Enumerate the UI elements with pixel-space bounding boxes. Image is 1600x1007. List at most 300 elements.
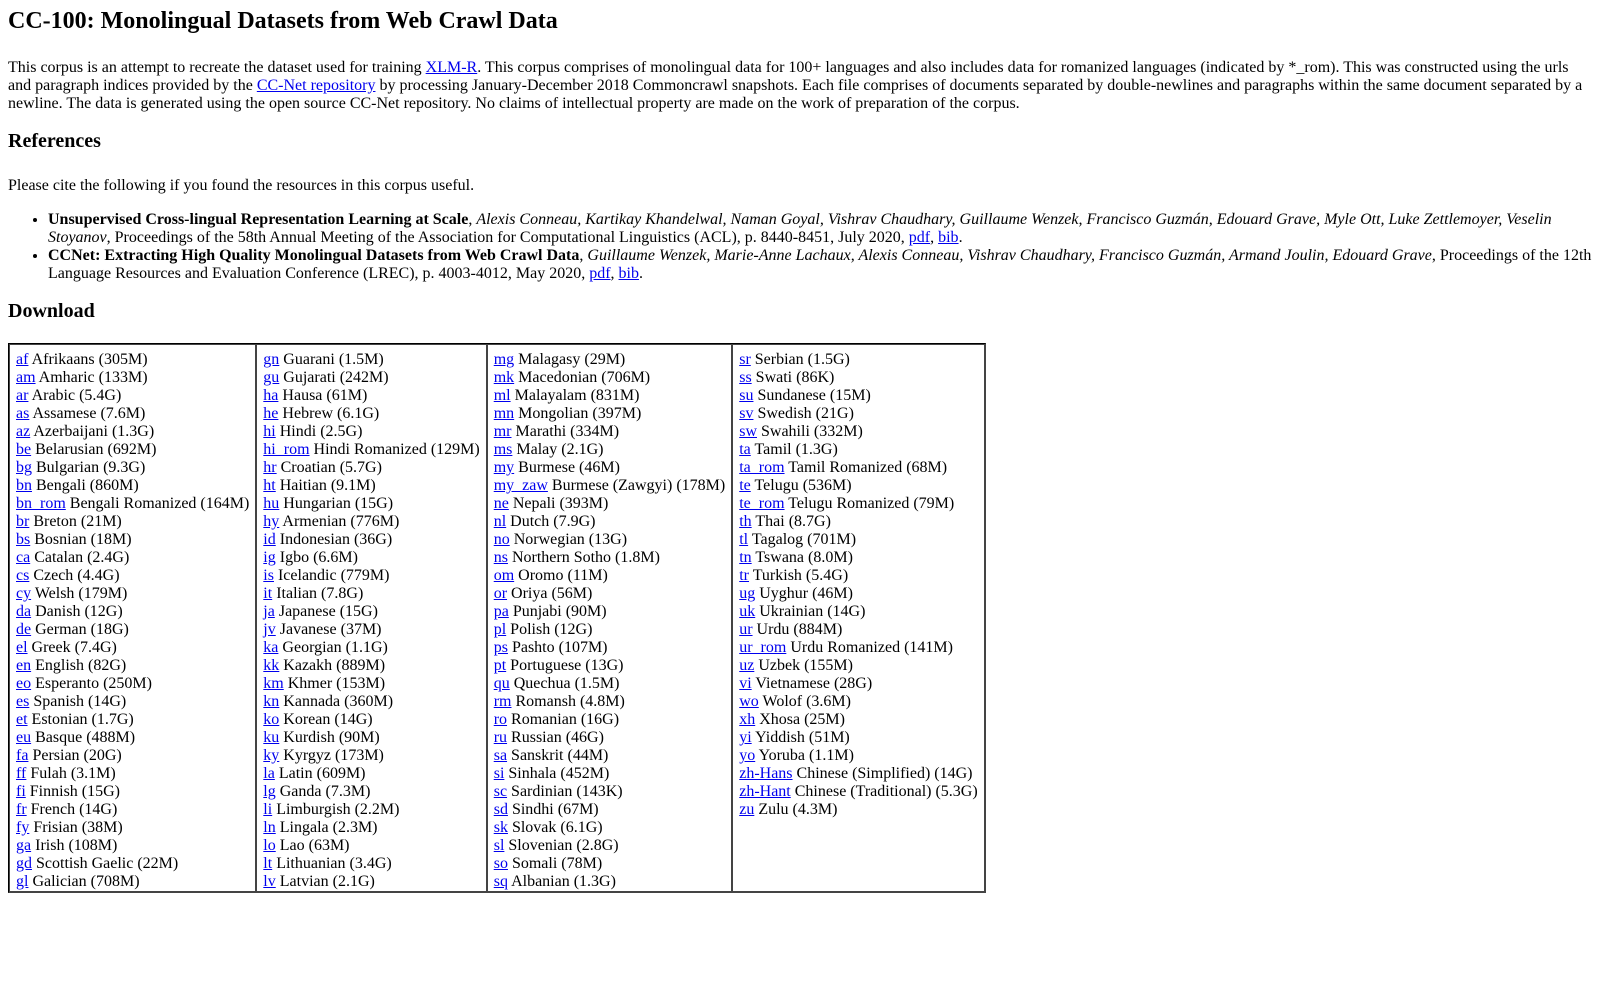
language-download-link[interactable]: bn: [16, 477, 32, 494]
language-entry: [263, 837, 479, 855]
language-entry: [263, 639, 479, 657]
language-download-link[interactable]: ku: [263, 729, 280, 746]
language-download-link[interactable]: zh-Hant: [739, 783, 791, 800]
language-name: Turkish (5.4G): [752, 567, 849, 584]
language-name: Russian (46G): [511, 729, 604, 746]
language-entry: [263, 369, 479, 387]
language-download-link[interactable]: it: [263, 585, 273, 602]
language-name: French (14G): [30, 801, 118, 818]
language-entry: [494, 423, 726, 441]
language-download-link[interactable]: cs: [16, 567, 30, 584]
language-download-link[interactable]: so: [493, 855, 508, 872]
language-download-link[interactable]: ig: [263, 549, 276, 566]
language-download-link[interactable]: id: [263, 531, 276, 548]
language-name: Xhosa (25M): [759, 711, 845, 728]
language-name: Limburgish (2.2M): [276, 801, 400, 818]
language-name: Norwegian (13G): [513, 531, 628, 548]
language-download-link[interactable]: tr: [739, 567, 749, 584]
language-entry: [494, 693, 726, 711]
language-entry: [494, 747, 726, 765]
language-download-link[interactable]: bs: [16, 531, 31, 548]
language-entry: [739, 513, 977, 531]
language-download-link[interactable]: zu: [739, 801, 755, 818]
language-name: Chinese (Simplified) (14G): [796, 765, 973, 782]
language-entry: [16, 531, 249, 549]
language-name: Burmese (46M): [518, 459, 620, 476]
language-name: Hindi (2.5G): [279, 423, 363, 440]
language-name: Scottish Gaelic (22M): [36, 855, 179, 872]
language-download-link[interactable]: ml: [493, 387, 511, 404]
page: [0, 7, 1600, 893]
language-download-link[interactable]: hr: [263, 459, 277, 476]
language-name: Azerbaijani (1.3G): [33, 423, 155, 440]
language-download-link[interactable]: fa: [16, 747, 29, 764]
language-download-link[interactable]: wo: [739, 693, 759, 710]
language-entry: [494, 387, 726, 405]
language-entry: [739, 459, 977, 477]
ccnet-repository-link[interactable]: CC-Net repository: [256, 77, 376, 94]
page-title: CC-100: Monolingual Datasets from Web Crawl Data: [8, 8, 558, 34]
language-download-link[interactable]: as: [16, 405, 30, 422]
language-name: Japanese (15G): [278, 603, 378, 620]
language-name: Somali (78M): [511, 855, 603, 872]
language-download-link[interactable]: br: [16, 513, 30, 530]
language-name: Danish (12G): [35, 603, 123, 620]
language-download-link[interactable]: lt: [263, 855, 273, 872]
language-name: Vietnamese (28G): [755, 675, 873, 692]
language-name: Oromo (11M): [518, 567, 608, 584]
language-entry: [494, 657, 726, 675]
language-name: Spanish (14G): [33, 693, 127, 710]
language-entry: [263, 531, 479, 549]
language-entry: [16, 549, 249, 567]
language-entry: [263, 549, 479, 567]
language-name: Latvian (2.1G): [279, 873, 375, 890]
language-entry: [16, 819, 249, 837]
language-entry: [494, 729, 726, 747]
language-entry: [494, 819, 726, 837]
language-entry: [494, 567, 726, 585]
language-download-link[interactable]: mn: [493, 405, 515, 422]
language-name: Telugu Romanized (79M): [788, 495, 955, 512]
language-name: Kurdish (90M): [283, 729, 380, 746]
language-name: Fulah (3.1M): [30, 765, 116, 782]
language-entry: [494, 603, 726, 621]
language-entry: [16, 729, 249, 747]
language-name: Sinhala (452M): [508, 765, 610, 782]
language-download-link[interactable]: te: [739, 477, 751, 494]
language-download-link[interactable]: ar: [16, 387, 29, 404]
language-download-link[interactable]: km: [263, 675, 284, 692]
language-download-link[interactable]: et: [16, 711, 28, 728]
language-entry: [494, 675, 726, 693]
language-download-link[interactable]: gn: [263, 351, 280, 368]
language-download-link[interactable]: lo: [263, 837, 276, 854]
language-name: Wolof (3.6M): [762, 693, 851, 710]
language-download-link[interactable]: jv: [263, 621, 276, 638]
language-download-link[interactable]: ht: [263, 477, 276, 494]
language-name: Korean (14G): [283, 711, 373, 728]
language-entry: [263, 567, 479, 585]
language-entry: [494, 459, 726, 477]
language-entry: [494, 711, 726, 729]
language-download-link[interactable]: sd: [493, 801, 508, 818]
language-download-link[interactable]: ne: [493, 495, 509, 512]
language-download-link[interactable]: ca: [16, 549, 31, 566]
language-name: Malayalam (831M): [514, 387, 640, 404]
language-download-link[interactable]: ur: [739, 621, 753, 638]
language-name: Romansh (4.8M): [515, 693, 625, 710]
intro-text-3: by processing January-December 2018 Commoncrawl snapshots. Each file comprises of documents separated by double-newlines and paragraphs within the same document separated by a newline. The data is generated using the open source CC-Net repository. No claims of intellectual property are made on the work of preparation of the corpus.: [8, 77, 1583, 112]
language-download-link[interactable]: uk: [739, 603, 756, 620]
language-download-link[interactable]: ha: [263, 387, 279, 404]
language-download-link[interactable]: th: [739, 513, 752, 530]
language-download-link[interactable]: gl: [16, 873, 29, 890]
language-name: Assamese (7.6M): [32, 405, 146, 422]
language-entry: [16, 423, 249, 441]
language-name: Persian (20G): [32, 747, 122, 764]
language-name: Guarani (1.5M): [283, 351, 384, 368]
language-download-link[interactable]: am: [16, 369, 36, 386]
language-name: Urdu (884M): [756, 621, 843, 638]
language-name: Uzbek (155M): [758, 657, 853, 674]
language-download-link[interactable]: gu: [263, 369, 280, 386]
intro-paragraph: [8, 59, 1592, 113]
language-name: Tswana (8.0M): [755, 549, 853, 566]
language-entry: [739, 405, 977, 423]
language-name: Croatian (5.7G): [280, 459, 382, 476]
language-entry: [739, 783, 977, 801]
language-download-link[interactable]: ln: [263, 819, 276, 836]
language-download-link[interactable]: kn: [263, 693, 280, 710]
language-download-link[interactable]: da: [16, 603, 32, 620]
reference-pdf-link[interactable]: pdf: [908, 229, 931, 246]
language-download-link[interactable]: mr: [493, 423, 512, 440]
language-name: Albanian (1.3G): [511, 873, 616, 890]
language-download-link[interactable]: he: [263, 405, 279, 422]
language-download-link[interactable]: eu: [16, 729, 32, 746]
language-download-link[interactable]: ur_rom: [739, 639, 787, 656]
language-download-link[interactable]: li: [263, 801, 273, 818]
language-entry: [263, 585, 479, 603]
language-name: Yiddish (51M): [755, 729, 850, 746]
language-download-link[interactable]: no: [493, 531, 510, 548]
language-name: Hausa (61M): [282, 387, 368, 404]
language-entry: [739, 675, 977, 693]
language-download-link[interactable]: tl: [739, 531, 749, 548]
language-download-link[interactable]: af: [16, 351, 29, 368]
language-name: Amharic (133M): [38, 369, 148, 386]
language-name: Dutch (7.9G): [510, 513, 596, 530]
language-download-link[interactable]: ss: [739, 369, 752, 386]
language-download-link[interactable]: ka: [263, 639, 279, 656]
language-entry: [739, 549, 977, 567]
language-download-link[interactable]: bn_rom: [16, 495, 66, 512]
language-download-link[interactable]: be: [16, 441, 32, 458]
language-download-link[interactable]: sl: [493, 837, 505, 854]
language-entry: [16, 459, 249, 477]
language-name: Armenian (776M): [282, 513, 400, 530]
language-download-link[interactable]: pt: [493, 657, 507, 674]
language-download-link[interactable]: su: [739, 387, 754, 404]
language-download-link[interactable]: zh-Hans: [739, 765, 793, 782]
language-entry: [263, 405, 479, 423]
reference-bib-link[interactable]: bib: [938, 229, 959, 246]
language-download-link[interactable]: mg: [493, 351, 515, 368]
language-entry: [263, 459, 479, 477]
language-name: Chinese (Traditional) (5.3G): [794, 783, 978, 800]
language-entry: [739, 747, 977, 765]
language-entry: [263, 729, 479, 747]
language-download-link[interactable]: si: [493, 765, 505, 782]
language-entry: [263, 351, 479, 369]
language-entry: [16, 513, 249, 531]
language-download-link[interactable]: lg: [263, 783, 276, 800]
language-entry: [739, 657, 977, 675]
language-name: Mongolian (397M): [518, 405, 642, 422]
language-download-link[interactable]: ug: [739, 585, 756, 602]
language-name: Malay (2.1G): [516, 441, 604, 458]
language-download-link[interactable]: la: [263, 765, 275, 782]
language-download-link[interactable]: hy: [263, 513, 280, 530]
language-download-link[interactable]: mk: [493, 369, 515, 386]
language-download-link[interactable]: om: [493, 567, 515, 584]
language-download-link[interactable]: el: [16, 639, 28, 656]
xlmr-link[interactable]: XLM-R: [425, 59, 478, 76]
language-download-link[interactable]: ps: [493, 639, 508, 656]
language-entry: [16, 495, 249, 513]
language-download-link[interactable]: ga: [16, 837, 32, 854]
language-name: Quechua (1.5M): [513, 675, 620, 692]
language-download-link[interactable]: nl: [493, 513, 507, 530]
language-name: Basque (488M): [35, 729, 136, 746]
language-download-link[interactable]: az: [16, 423, 31, 440]
language-download-link[interactable]: lv: [263, 873, 276, 890]
language-name: Sundanese (15M): [757, 387, 871, 404]
language-entry: [494, 531, 726, 549]
language-name: Latin (609M): [278, 765, 366, 782]
language-entry: [739, 585, 977, 603]
language-entry: [263, 513, 479, 531]
language-download-link[interactable]: bg: [16, 459, 32, 476]
language-download-link[interactable]: sr: [739, 351, 751, 368]
language-entry: [263, 621, 479, 639]
language-download-link[interactable]: ru: [493, 729, 508, 746]
language-name: Sardinian (143K): [511, 783, 623, 800]
language-name: Zulu (4.3M): [758, 801, 838, 818]
language-download-link[interactable]: de: [16, 621, 32, 638]
language-name: Bengali (860M): [36, 477, 139, 494]
language-entry: [16, 765, 249, 783]
language-download-link[interactable]: sa: [493, 747, 508, 764]
language-name: Ganda (7.3M): [279, 783, 371, 800]
language-name: Kazakh (889M): [283, 657, 386, 674]
language-download-link[interactable]: sw: [739, 423, 757, 440]
language-download-link[interactable]: xh: [739, 711, 756, 728]
reference-item: • Unsupervised Cross-lingual Representation Learning at Scale, Alexis Conneau, Kartikay Khandelwal, Naman Goyal, Vishrav Chaudhary, Guillaume Wenzek, Francisco Guzmán, Edouard Grave, Myle Ott, Luke Zettlemoyer, Veselin Stoyanov, Proceedings of the 58th Annual Meeting of the Association for Computational Linguistics (ACL), p. 8440-8451, July 2020, pdf, bib.: [48, 211, 1592, 247]
language-name: Swedish (21G): [757, 405, 854, 422]
language-name: Swati (86K): [755, 369, 835, 386]
references-list: [8, 211, 1592, 283]
language-name: Indonesian (36G): [279, 531, 393, 548]
language-entry: [263, 855, 479, 873]
language-entry: [494, 837, 726, 855]
language-entry: [494, 513, 726, 531]
language-entry: [494, 477, 726, 495]
language-entry: [739, 387, 977, 405]
language-entry: [263, 819, 479, 837]
language-name: Macedonian (706M): [518, 369, 651, 386]
language-entry: [16, 837, 249, 855]
language-name: Serbian (1.5G): [754, 351, 850, 368]
references-heading: References: [8, 130, 101, 152]
language-entry: [263, 423, 479, 441]
language-download-link[interactable]: my_zaw: [493, 477, 548, 494]
language-name: Northern Sotho (1.8M): [511, 549, 660, 566]
language-download-link[interactable]: ms: [493, 441, 513, 458]
language-name: Gujarati (242M): [283, 369, 389, 386]
language-download-link[interactable]: te_rom: [739, 495, 785, 512]
language-download-link[interactable]: my: [493, 459, 515, 476]
language-entry: [263, 657, 479, 675]
language-entry: [263, 477, 479, 495]
language-download-link[interactable]: cy: [16, 585, 32, 602]
language-download-link[interactable]: hi: [263, 423, 276, 440]
language-download-link[interactable]: or: [493, 585, 508, 602]
reference-bib-link[interactable]: bib: [618, 265, 639, 282]
download-heading: Download: [8, 300, 95, 322]
language-entry: [16, 585, 249, 603]
reference-title: CCNet: Extracting High Quality Monolingual Datasets from Web Crawl Data: [48, 247, 580, 264]
reference-title: Unsupervised Cross-lingual Representation Learning at Scale: [48, 211, 469, 228]
language-entry: [494, 549, 726, 567]
language-entry: [739, 567, 977, 585]
language-entry: [263, 495, 479, 513]
language-name: Belarusian (692M): [35, 441, 157, 458]
language-download-link[interactable]: ky: [263, 747, 280, 764]
language-entry: [739, 729, 977, 747]
language-entry: [263, 747, 479, 765]
language-download-link[interactable]: ko: [263, 711, 280, 728]
language-download-link[interactable]: gd: [16, 855, 32, 872]
language-name: Punjabi (90M): [512, 603, 607, 620]
language-download-link[interactable]: ns: [493, 549, 508, 566]
language-entry: [16, 711, 249, 729]
language-download-link[interactable]: eo: [16, 675, 32, 692]
language-entry: [494, 801, 726, 819]
language-download-link[interactable]: pa: [493, 603, 509, 620]
language-name: Galician (708M): [32, 873, 140, 890]
language-name: Lithuanian (3.4G): [276, 855, 392, 872]
language-download-link[interactable]: ta: [739, 441, 751, 458]
language-name: Frisian (38M): [33, 819, 123, 836]
language-download-link[interactable]: ff: [16, 765, 27, 782]
download-column: [256, 344, 486, 892]
language-download-link[interactable]: fy: [16, 819, 30, 836]
language-entry: [739, 423, 977, 441]
language-download-link[interactable]: rm: [493, 693, 512, 710]
language-entry: [16, 369, 249, 387]
language-entry: [739, 711, 977, 729]
language-name: Greek (7.4G): [31, 639, 117, 656]
language-name: Bengali Romanized (164M): [69, 495, 250, 512]
language-name: Slovak (6.1G): [511, 819, 603, 836]
language-entry: [16, 801, 249, 819]
language-entry: [494, 495, 726, 513]
language-download-link[interactable]: ro: [493, 711, 508, 728]
language-download-link[interactable]: yi: [739, 729, 752, 746]
reference-venue: , Proceedings of the 58th Annual Meeting of the Association for Computational Linguistics (ACL), p. 8440-8451, July 2020,: [106, 229, 909, 246]
reference-authors: Guillaume Wenzek, Marie-Anne Lachaux, Alexis Conneau, Vishrav Chaudhary, Francisco Guzmán, Armand Joulin, Edouard Grave: [587, 247, 1432, 264]
language-name: Romanian (16G): [511, 711, 620, 728]
language-download-link[interactable]: sq: [493, 873, 508, 890]
language-entry: [739, 351, 977, 369]
language-download-link[interactable]: kk: [263, 657, 280, 674]
language-name: Oriya (56M): [511, 585, 593, 602]
language-entry: [263, 711, 479, 729]
download-column: [732, 344, 984, 892]
language-download-link[interactable]: hu: [263, 495, 280, 512]
language-download-link[interactable]: qu: [493, 675, 510, 692]
language-download-link[interactable]: fr: [16, 801, 27, 818]
language-entry: [739, 441, 977, 459]
language-download-link[interactable]: yo: [739, 747, 756, 764]
language-name: Yoruba (1.1M): [758, 747, 854, 764]
language-entry: [739, 639, 977, 657]
language-download-link[interactable]: uz: [739, 657, 755, 674]
language-name: Swahili (332M): [761, 423, 863, 440]
language-download-link[interactable]: pl: [493, 621, 507, 638]
language-entry: [263, 765, 479, 783]
language-download-link[interactable]: ja: [263, 603, 275, 620]
language-download-link[interactable]: hi_rom: [263, 441, 310, 458]
language-name: Polish (12G): [510, 621, 593, 638]
language-entry: [494, 621, 726, 639]
language-name: Malagasy (29M): [518, 351, 626, 368]
language-download-link[interactable]: en: [16, 657, 32, 674]
language-name: English (82G): [35, 657, 127, 674]
download-column: [9, 344, 256, 892]
language-entry: [16, 477, 249, 495]
language-entry: [739, 801, 977, 819]
language-entry: [16, 567, 249, 585]
language-name: Bulgarian (9.3G): [36, 459, 146, 476]
language-download-link[interactable]: is: [263, 567, 274, 584]
language-name: Thai (8.7G): [755, 513, 831, 530]
intro-text-1: This corpus is an attempt to recreate the dataset used for training: [8, 59, 426, 76]
language-entry: [263, 675, 479, 693]
language-name: Portuguese (13G): [510, 657, 624, 674]
language-entry: [263, 441, 479, 459]
language-name: Georgian (1.1G): [282, 639, 388, 656]
language-download-link[interactable]: tn: [739, 549, 752, 566]
language-download-link[interactable]: fi: [16, 783, 26, 800]
language-download-link[interactable]: sc: [493, 783, 508, 800]
cite-text: Please cite the following if you found the resources in this corpus useful.: [8, 177, 475, 194]
language-entry: [16, 783, 249, 801]
language-download-link[interactable]: es: [16, 693, 30, 710]
language-download-link[interactable]: sv: [739, 405, 754, 422]
language-name: Telugu (536M): [754, 477, 852, 494]
language-entry: [494, 783, 726, 801]
language-download-link[interactable]: sk: [493, 819, 508, 836]
download-column: [487, 344, 733, 892]
language-download-link[interactable]: ta_rom: [739, 459, 785, 476]
language-download-link[interactable]: vi: [739, 675, 752, 692]
language-entry: [263, 603, 479, 621]
reference-pdf-link[interactable]: pdf: [589, 265, 611, 282]
language-name: Afrikaans (305M): [31, 351, 148, 368]
